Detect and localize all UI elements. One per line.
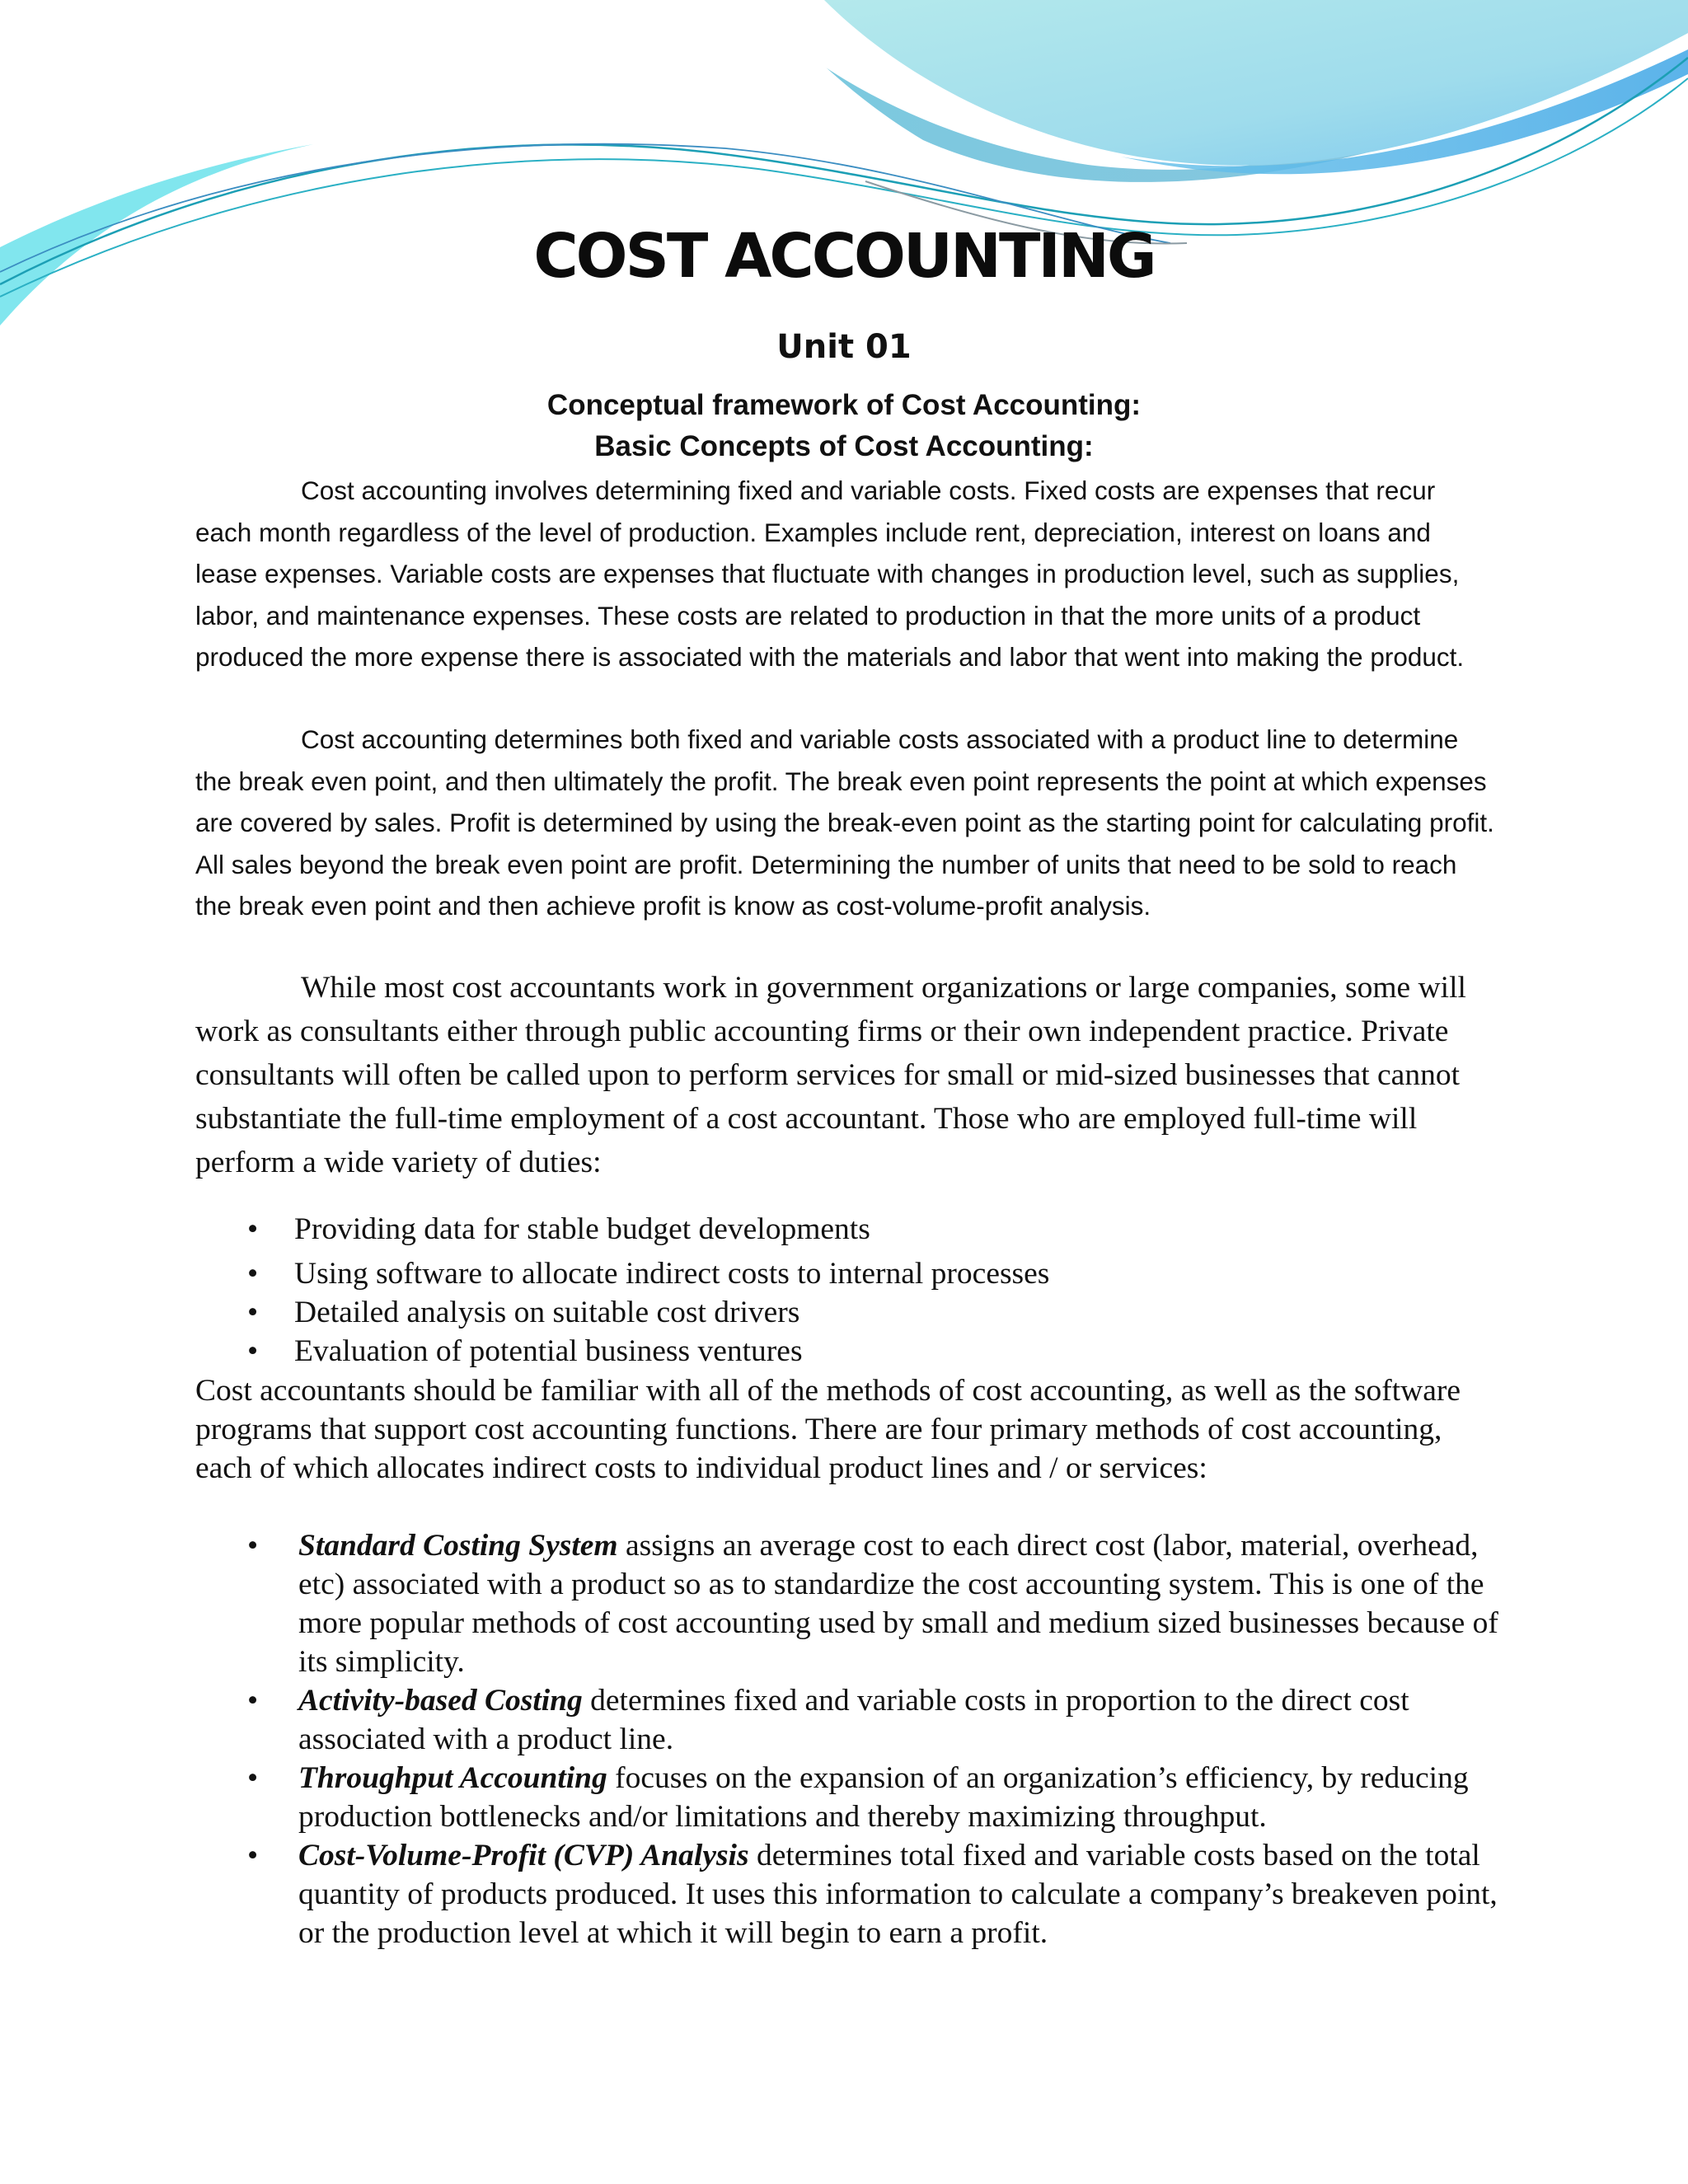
- list-item: [247, 1836, 1517, 1952]
- bullet-icon: •: [247, 1839, 259, 1872]
- list-item: [247, 1526, 1517, 1681]
- duty-text: Detailed analysis on suitable cost drivers: [294, 1296, 800, 1329]
- paragraph-cost-accountants-work: While most cost accountants work in government organizations or large companies, some will work as consultants either through public accounting firms or their own independent practice. Private consultants will often be called upon to perform services for small or mid-sized businesses that cannot substantiate the full-time employment of a cost accountant. Those who are employed full-time will perform a wide variety of duties:: [195, 971, 1466, 1179]
- method-description: focuses on the expansion of an organization’s efficiency, by reducing production bottlenecks and/or limitations and thereby maximizing throughput.: [298, 1761, 1469, 1834]
- method-term: Throughput Accounting: [298, 1761, 607, 1795]
- method-term: Cost-Volume-Profit (CVP) Analysis: [298, 1839, 749, 1872]
- paragraph-methods-intro: Cost accountants should be familiar with all of the methods of cost accounting, as well as the software programs that support cost accounting functions. There are four primary methods of cost accounting, each of which allocates indirect costs to individual product lines and / or services:: [195, 1374, 1461, 1485]
- method-description: assigns an average cost to each direct cost (labor, material, overhead, etc) associated with a product so as to standardize the cost accounting system. This is one of the more popular methods of cost accounting used by small and medium sized businesses because of its simplicity.: [298, 1529, 1498, 1679]
- list-item: [247, 1759, 1517, 1836]
- unit-label: Unit 01: [776, 328, 912, 366]
- section-heading-basic-concepts: Basic Concepts of Cost Accounting:: [594, 430, 1094, 462]
- list-item: [247, 1254, 1049, 1293]
- duty-text: Using software to allocate indirect costs to internal processes: [294, 1257, 1050, 1291]
- method-term: Standard Costing System: [298, 1529, 618, 1563]
- bullet-icon: •: [247, 1212, 259, 1246]
- page-title: COST ACCOUNTING: [533, 221, 1155, 292]
- method-term: Activity-based Costing: [298, 1684, 583, 1718]
- list-item: [247, 1681, 1517, 1759]
- paragraph-break-even: Cost accounting determines both fixed and variable costs associated with a product line to determine the break even point, and then ultimately the profit. The break even point represents the point at which expenses are covered by sales. Profit is determined by using the break-even point as the starting point for calculating profit. All sales beyond the break even point are profit. Determining the number of units that need to be sold to reach the break even point and then achieve profit is know as cost-volume-profit analysis.: [195, 724, 1494, 921]
- duty-text: Evaluation of potential business ventures: [294, 1334, 803, 1368]
- duties-list: [247, 1205, 1049, 1371]
- bullet-icon: •: [247, 1529, 259, 1563]
- list-item: [247, 1205, 1049, 1254]
- list-item: [247, 1332, 1049, 1371]
- duty-text: Providing data for stable budget developments: [294, 1212, 870, 1246]
- paragraph-fixed-variable-costs: Cost accounting involves determining fixed and variable costs. Fixed costs are expenses that recur each month regardless of the level of production. Examples include rent, depreciation, interest on loans and lease expenses. Variable costs are expenses that fluctuate with changes in production level, such as supplies, labor, and maintenance expenses. These costs are related to production in that the more units of a product produced the more expense there is associated with the materials and labor that went into making the product.: [195, 476, 1465, 672]
- method-description: determines fixed and variable costs in proportion to the direct cost associated with a product line.: [298, 1684, 1409, 1756]
- header-wave-decoration: [0, 0, 1688, 346]
- methods-list: [247, 1526, 1517, 1952]
- section-heading-framework: Conceptual framework of Cost Accounting:: [546, 389, 1142, 421]
- bullet-icon: •: [247, 1296, 259, 1329]
- bullet-icon: •: [247, 1761, 259, 1795]
- method-description: determines total fixed and variable costs based on the total quantity of products produced. It uses this information to calculate a company’s breakeven point, or the production level at which it will begin to earn a profit.: [298, 1839, 1498, 1950]
- bullet-icon: •: [247, 1684, 259, 1718]
- list-item: [247, 1293, 1049, 1332]
- bullet-icon: •: [247, 1257, 259, 1291]
- bullet-icon: •: [247, 1334, 259, 1368]
